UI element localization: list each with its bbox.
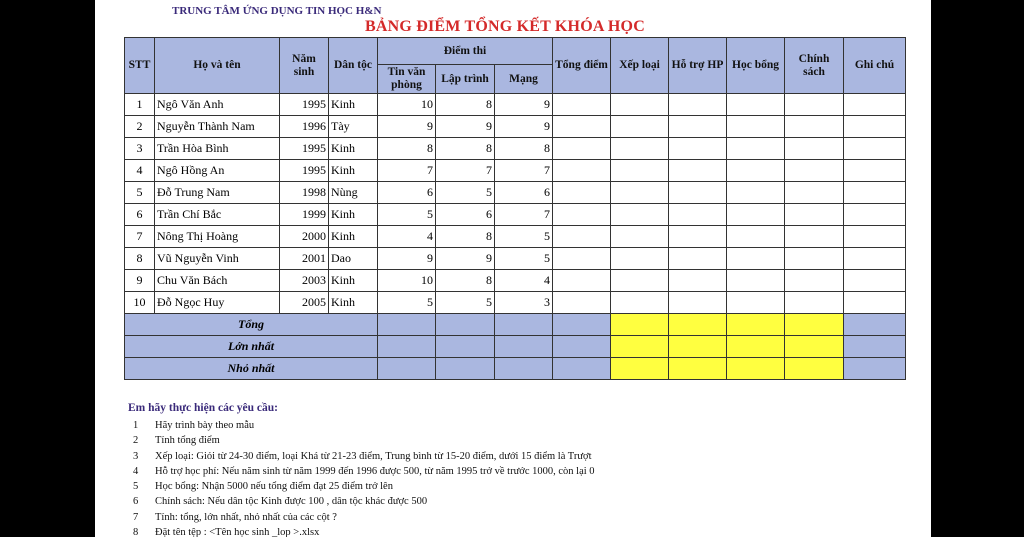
- cell-support[interactable]: [669, 292, 727, 314]
- summary-row: [125, 358, 906, 380]
- item-number: 8: [133, 527, 139, 537]
- cell-note[interactable]: [844, 226, 906, 248]
- cell-policy[interactable]: [785, 270, 844, 292]
- requirements-list: [133, 418, 595, 537]
- cell-name[interactable]: Ngô Hồng An: [155, 160, 280, 182]
- table-row: [125, 204, 906, 226]
- worksheet: [95, 0, 931, 537]
- table-row: [125, 270, 906, 292]
- summary-cell[interactable]: [378, 358, 436, 380]
- cell-network[interactable]: 4: [495, 270, 553, 292]
- cell-programming[interactable]: 5: [436, 292, 495, 314]
- cell-ethnicity[interactable]: Kinh: [329, 160, 378, 182]
- item-text: Hỗ trợ học phí: Nếu năm sinh từ năm 1999 đến 1996 được 500, từ năm 1995 trở về trước 1000, còn lại 0: [155, 465, 595, 477]
- cell-support[interactable]: [669, 248, 727, 270]
- cell-birth-year[interactable]: 1999: [280, 204, 329, 226]
- summary-cell[interactable]: [611, 358, 669, 380]
- summary-body: [125, 314, 906, 380]
- cell-scholarship[interactable]: [727, 94, 785, 116]
- cell-total[interactable]: [553, 160, 611, 182]
- cell-scholarship[interactable]: [727, 270, 785, 292]
- cell-support[interactable]: [669, 94, 727, 116]
- cell-network[interactable]: 7: [495, 160, 553, 182]
- cell-ethnicity[interactable]: Tày: [329, 116, 378, 138]
- cell-note[interactable]: [844, 292, 906, 314]
- cell-ethnicity[interactable]: Kinh: [329, 292, 378, 314]
- list-item: [133, 449, 595, 464]
- list-item: [133, 510, 595, 525]
- cell-name[interactable]: Trần Chí Bắc: [155, 204, 280, 226]
- cell-scholarship[interactable]: [727, 292, 785, 314]
- cell-stt[interactable]: 9: [125, 270, 155, 292]
- table-row: [125, 248, 906, 270]
- cell-stt[interactable]: 8: [125, 248, 155, 270]
- cell-programming[interactable]: 8: [436, 138, 495, 160]
- summary-cell[interactable]: [611, 336, 669, 358]
- cell-name[interactable]: Nguyễn Thành Nam: [155, 116, 280, 138]
- cell-note[interactable]: [844, 116, 906, 138]
- cell-support[interactable]: [669, 226, 727, 248]
- summary-cell[interactable]: [611, 314, 669, 336]
- cell-support[interactable]: [669, 116, 727, 138]
- table-row: [125, 94, 906, 116]
- header-programming[interactable]: Lập trình: [436, 65, 495, 94]
- cell-support[interactable]: [669, 182, 727, 204]
- summary-cell[interactable]: [436, 336, 495, 358]
- summary-cell[interactable]: [785, 336, 844, 358]
- cell-birth-year[interactable]: 1995: [280, 94, 329, 116]
- cell-scholarship[interactable]: [727, 204, 785, 226]
- item-number: 2: [133, 435, 139, 447]
- cell-network[interactable]: 3: [495, 292, 553, 314]
- cell-network[interactable]: 9: [495, 94, 553, 116]
- item-text: Xếp loại: Giỏi từ 24-30 điểm, loại Khá từ 21-23 điểm, Trung bình từ 15-20 điểm, dưới 15 điểm là Trượt: [155, 450, 592, 462]
- summary-cell[interactable]: [495, 358, 553, 380]
- cell-programming[interactable]: 8: [436, 270, 495, 292]
- center-name: TRUNG TÂM ỨNG DỤNG TIN HỌC H&N: [172, 5, 382, 17]
- summary-cell[interactable]: [844, 358, 906, 380]
- summary-label[interactable]: Tổng: [125, 314, 378, 336]
- cell-rank[interactable]: [611, 226, 669, 248]
- header-ethnicity[interactable]: Dân tộc: [329, 38, 378, 94]
- cell-birth-year[interactable]: 2001: [280, 248, 329, 270]
- cell-programming[interactable]: 8: [436, 226, 495, 248]
- cell-office[interactable]: 8: [378, 138, 436, 160]
- cell-programming[interactable]: 6: [436, 204, 495, 226]
- cell-support[interactable]: [669, 204, 727, 226]
- summary-cell[interactable]: [378, 314, 436, 336]
- cell-scholarship[interactable]: [727, 160, 785, 182]
- cell-scholarship[interactable]: [727, 138, 785, 160]
- summary-cell[interactable]: [785, 358, 844, 380]
- cell-total[interactable]: [553, 204, 611, 226]
- cell-office[interactable]: 6: [378, 182, 436, 204]
- summary-cell[interactable]: [669, 358, 727, 380]
- cell-name[interactable]: Trần Hòa Bình: [155, 138, 280, 160]
- cell-policy[interactable]: [785, 292, 844, 314]
- cell-birth-year[interactable]: 1998: [280, 182, 329, 204]
- cell-total[interactable]: [553, 138, 611, 160]
- cell-network[interactable]: 6: [495, 182, 553, 204]
- cell-rank[interactable]: [611, 138, 669, 160]
- cell-stt[interactable]: 7: [125, 226, 155, 248]
- cell-total[interactable]: [553, 270, 611, 292]
- cell-total[interactable]: [553, 116, 611, 138]
- cell-policy[interactable]: [785, 226, 844, 248]
- cell-policy[interactable]: [785, 248, 844, 270]
- cell-rank[interactable]: [611, 204, 669, 226]
- cell-policy[interactable]: [785, 138, 844, 160]
- cell-stt[interactable]: 2: [125, 116, 155, 138]
- list-item: [133, 464, 595, 479]
- cell-office[interactable]: 10: [378, 94, 436, 116]
- header-policy[interactable]: Chính sách: [785, 38, 844, 94]
- cell-policy[interactable]: [785, 160, 844, 182]
- cell-birth-year[interactable]: 1995: [280, 160, 329, 182]
- cell-programming[interactable]: 9: [436, 248, 495, 270]
- summary-row: [125, 336, 906, 358]
- header-name[interactable]: Họ và tên: [155, 38, 280, 94]
- header-support[interactable]: Hỗ trợ HP: [669, 38, 727, 94]
- header-birth-year[interactable]: Năm sinh: [280, 38, 329, 94]
- cell-total[interactable]: [553, 226, 611, 248]
- cell-birth-year[interactable]: 2003: [280, 270, 329, 292]
- cell-network[interactable]: 8: [495, 138, 553, 160]
- cell-scholarship[interactable]: [727, 248, 785, 270]
- item-number: 6: [133, 496, 139, 508]
- requirements-title: Em hãy thực hiện các yêu cầu:: [128, 402, 279, 414]
- cell-programming[interactable]: 8: [436, 94, 495, 116]
- item-number: 5: [133, 481, 139, 493]
- table-row: [125, 116, 906, 138]
- cell-network[interactable]: 5: [495, 226, 553, 248]
- summary-cell[interactable]: [378, 336, 436, 358]
- item-number: 1: [133, 420, 139, 431]
- header-network[interactable]: Mạng: [495, 65, 553, 94]
- cell-ethnicity[interactable]: Nùng: [329, 182, 378, 204]
- summary-label[interactable]: Lớn nhất: [125, 336, 378, 358]
- cell-name[interactable]: Đỗ Trung Nam: [155, 182, 280, 204]
- cell-office[interactable]: 5: [378, 204, 436, 226]
- item-number: 7: [133, 511, 139, 523]
- cell-ethnicity[interactable]: Dao: [329, 248, 378, 270]
- cell-stt[interactable]: 6: [125, 204, 155, 226]
- cell-name[interactable]: Vũ Nguyễn Vinh: [155, 248, 280, 270]
- table-row: [125, 292, 906, 314]
- item-text: Tính tổng điểm: [155, 435, 220, 447]
- header-total[interactable]: Tổng điểm: [553, 38, 611, 94]
- summary-cell[interactable]: [785, 314, 844, 336]
- cell-rank[interactable]: [611, 182, 669, 204]
- summary-label[interactable]: Nhỏ nhất: [125, 358, 378, 380]
- list-item: [133, 494, 595, 509]
- cell-stt[interactable]: 3: [125, 138, 155, 160]
- cell-policy[interactable]: [785, 116, 844, 138]
- cell-network[interactable]: 7: [495, 204, 553, 226]
- summary-cell[interactable]: [844, 314, 906, 336]
- cell-ethnicity[interactable]: Kinh: [329, 138, 378, 160]
- cell-total[interactable]: [553, 248, 611, 270]
- summary-cell[interactable]: [553, 358, 611, 380]
- cell-note[interactable]: [844, 182, 906, 204]
- summary-cell[interactable]: [436, 314, 495, 336]
- item-text: Đặt tên tệp : <Tên học sinh _lop >.xlsx: [155, 527, 320, 537]
- cell-birth-year[interactable]: 1995: [280, 138, 329, 160]
- header-note[interactable]: Ghi chú: [844, 38, 906, 94]
- cell-policy[interactable]: [785, 94, 844, 116]
- cell-support[interactable]: [669, 160, 727, 182]
- cell-network[interactable]: 5: [495, 248, 553, 270]
- cell-name[interactable]: Chu Văn Bách: [155, 270, 280, 292]
- cell-programming[interactable]: 7: [436, 160, 495, 182]
- cell-total[interactable]: [553, 94, 611, 116]
- cell-office[interactable]: 5: [378, 292, 436, 314]
- cell-rank[interactable]: [611, 270, 669, 292]
- item-number: 3: [133, 450, 139, 462]
- cell-note[interactable]: [844, 204, 906, 226]
- cell-note[interactable]: [844, 94, 906, 116]
- table-body: [125, 94, 906, 314]
- header-scores-group[interactable]: Điểm thi: [378, 38, 553, 65]
- cell-rank[interactable]: [611, 292, 669, 314]
- cell-birth-year[interactable]: 2000: [280, 226, 329, 248]
- summary-cell[interactable]: [495, 314, 553, 336]
- grade-table: [124, 37, 906, 380]
- cell-ethnicity[interactable]: Kinh: [329, 226, 378, 248]
- cell-stt[interactable]: 10: [125, 292, 155, 314]
- cell-scholarship[interactable]: [727, 182, 785, 204]
- table-row: [125, 160, 906, 182]
- cell-name[interactable]: Nông Thị Hoàng: [155, 226, 280, 248]
- summary-cell[interactable]: [495, 336, 553, 358]
- cell-note[interactable]: [844, 270, 906, 292]
- summary-cell[interactable]: [436, 358, 495, 380]
- list-item: [133, 479, 595, 494]
- summary-cell[interactable]: [727, 358, 785, 380]
- cell-support[interactable]: [669, 270, 727, 292]
- cell-office[interactable]: 10: [378, 270, 436, 292]
- summary-cell[interactable]: [727, 336, 785, 358]
- table-row: [125, 226, 906, 248]
- header-scholarship[interactable]: Học bổng: [727, 38, 785, 94]
- item-text: Học bổng: Nhận 5000 nếu tổng điểm đạt 25 điểm trở lên: [155, 481, 393, 493]
- cell-rank[interactable]: [611, 94, 669, 116]
- cell-ethnicity[interactable]: Kinh: [329, 204, 378, 226]
- summary-cell[interactable]: [669, 314, 727, 336]
- cell-ethnicity[interactable]: Kinh: [329, 94, 378, 116]
- cell-office[interactable]: 9: [378, 248, 436, 270]
- cell-programming[interactable]: 9: [436, 116, 495, 138]
- summary-cell[interactable]: [553, 314, 611, 336]
- cell-network[interactable]: 9: [495, 116, 553, 138]
- list-item: [133, 418, 595, 433]
- cell-rank[interactable]: [611, 116, 669, 138]
- cell-note[interactable]: [844, 160, 906, 182]
- cell-rank[interactable]: [611, 248, 669, 270]
- summary-cell[interactable]: [669, 336, 727, 358]
- summary-cell[interactable]: [553, 336, 611, 358]
- cell-rank[interactable]: [611, 160, 669, 182]
- cell-programming[interactable]: 5: [436, 182, 495, 204]
- header-stt[interactable]: STT: [125, 38, 155, 94]
- table-row: [125, 182, 906, 204]
- cell-policy[interactable]: [785, 204, 844, 226]
- list-item: [133, 525, 595, 537]
- cell-note[interactable]: [844, 138, 906, 160]
- header-rank[interactable]: Xếp loại: [611, 38, 669, 94]
- cell-name[interactable]: Ngô Văn Anh: [155, 94, 280, 116]
- list-item: [133, 433, 595, 448]
- cell-stt[interactable]: 4: [125, 160, 155, 182]
- item-number: 4: [133, 465, 139, 477]
- item-text: Tính: tổng, lớn nhất, nhỏ nhất của các cột ?: [155, 511, 337, 523]
- cell-stt[interactable]: 5: [125, 182, 155, 204]
- item-text: Chính sách: Nếu dân tộc Kinh được 100 , dân tộc khác được 500: [155, 496, 428, 508]
- cell-birth-year[interactable]: 1996: [280, 116, 329, 138]
- summary-row: [125, 314, 906, 336]
- cell-office[interactable]: 4: [378, 226, 436, 248]
- cell-policy[interactable]: [785, 182, 844, 204]
- cell-ethnicity[interactable]: Kinh: [329, 270, 378, 292]
- cell-total[interactable]: [553, 292, 611, 314]
- cell-name[interactable]: Đỗ Ngọc Huy: [155, 292, 280, 314]
- cell-stt[interactable]: 1: [125, 94, 155, 116]
- page-title: BẢNG ĐIỂM TỔNG KẾT KHÓA HỌC: [365, 18, 645, 35]
- cell-office[interactable]: 7: [378, 160, 436, 182]
- cell-total[interactable]: [553, 182, 611, 204]
- cell-scholarship[interactable]: [727, 226, 785, 248]
- header-office[interactable]: Tin văn phòng: [378, 65, 436, 94]
- summary-cell[interactable]: [844, 336, 906, 358]
- summary-cell[interactable]: [727, 314, 785, 336]
- cell-birth-year[interactable]: 2005: [280, 292, 329, 314]
- cell-scholarship[interactable]: [727, 116, 785, 138]
- table-row: [125, 138, 906, 160]
- item-text: Hãy trình bày theo mẫu: [155, 420, 255, 431]
- cell-note[interactable]: [844, 248, 906, 270]
- cell-support[interactable]: [669, 138, 727, 160]
- cell-office[interactable]: 9: [378, 116, 436, 138]
